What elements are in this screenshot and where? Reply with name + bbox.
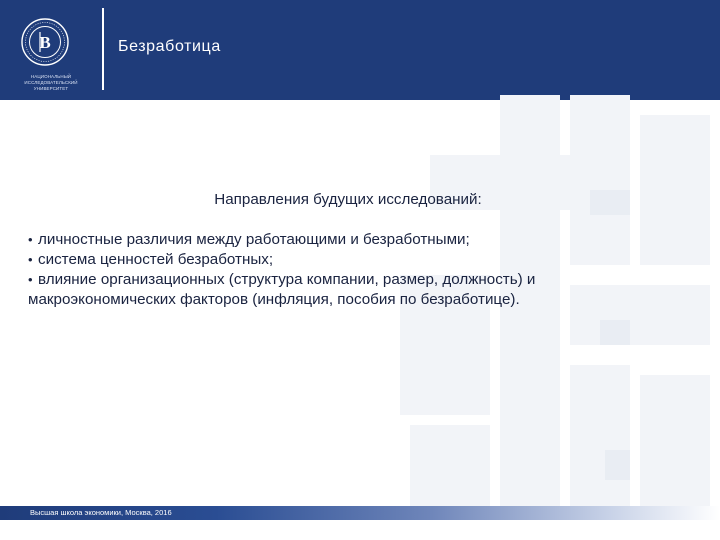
list-item-text: система ценностей безработных; — [38, 251, 274, 268]
svg-text:В: В — [39, 33, 51, 52]
footer-bar — [0, 506, 720, 520]
logo-block — [0, 0, 100, 100]
list-item-continuation: макроэкономических факторов (инфляция, пособия по безработице). — [28, 291, 520, 308]
logo-caption: НАЦИОНАЛЬНЫЙ ИССЛЕДОВАТЕЛЬСКИЙ УНИВЕРСИТЕТ — [24, 74, 78, 91]
footer-text: Высшая школа экономики, Москва, 2016 — [30, 508, 172, 517]
list-item — [28, 230, 668, 250]
list-item — [28, 270, 668, 290]
header-bar — [0, 0, 720, 100]
list-item — [28, 250, 668, 270]
list-item-text: личностные различия между работающими и безработными; — [38, 231, 470, 248]
slide-title: Безработица — [118, 38, 221, 55]
content-block — [28, 190, 668, 310]
bullet-icon: • — [28, 272, 33, 287]
hse-logo-icon — [20, 17, 70, 67]
bullet-icon: • — [28, 252, 33, 267]
header-divider — [102, 8, 104, 90]
content-heading — [28, 190, 668, 210]
bullet-icon: • — [28, 232, 33, 247]
list-item-text: влияние организационных (структура компании, размер, должность) и — [38, 271, 536, 288]
content-heading-text: Направления будущих исследований: — [214, 191, 482, 208]
